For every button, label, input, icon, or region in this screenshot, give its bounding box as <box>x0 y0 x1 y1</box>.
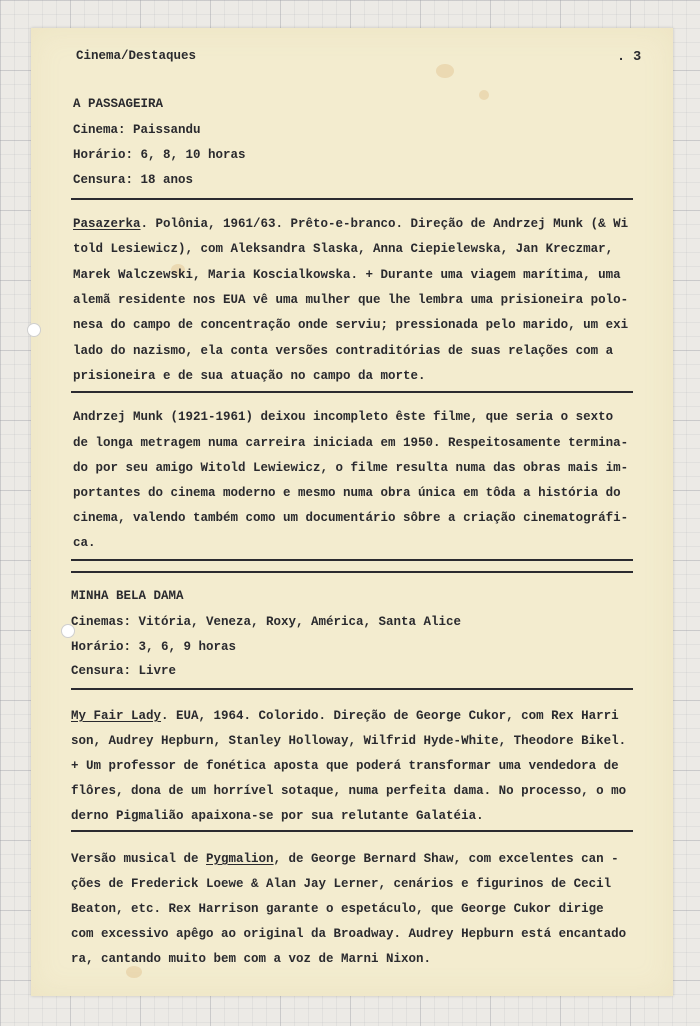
censorship-rating: Censura: Livre <box>71 664 177 678</box>
original-title: My Fair Lady <box>71 709 162 723</box>
synopsis-line: alemã residente nos EUA vê uma mulher que lhe lembra uma prisioneira polo- <box>73 293 629 307</box>
review-line: ções de Frederick Loewe & Alan Jay Lerner, cenários e figurinos de Cecil <box>71 877 612 891</box>
cinema-info: Cinemas: Vitória, Veneza, Roxy, América, Santa Alice <box>71 615 462 629</box>
synopsis-line: told Lesiewicz), com Aleksandra Slaska, Anna Ciepielewska, Jan Kreczmar, <box>73 242 614 256</box>
review-line: ca. <box>73 536 96 550</box>
synopsis-line: Marek Walczewski, Maria Koscialkowska. + Durante uma viagem marítima, uma <box>73 268 621 282</box>
divider <box>71 198 633 200</box>
synopsis-line: flôres, dona de um horrível sotaque, numa perfeita dama. No processo, o mo <box>71 784 627 798</box>
synopsis-line: son, Audrey Hepburn, Stanley Holloway, Wilfrid Hyde-White, Theodore Bikel. <box>71 734 627 748</box>
review-line: ra, cantando muito bem com a voz de Marni Nixon. <box>71 952 432 966</box>
punch-hole <box>27 323 41 337</box>
paper-stain <box>436 64 454 78</box>
review-line: de longa metragem numa carreira iniciada em 1950. Respeitosamente termina- <box>73 436 629 450</box>
showtimes: Horário: 6, 8, 10 horas <box>73 148 246 162</box>
synopsis-line: + Um professor de fonética aposta que poderá transformar uma vendedora de <box>71 759 619 773</box>
paper-stain <box>126 966 142 978</box>
review-line: cinema, valendo também como um documentário sôbre a criação cinematográfi- <box>73 511 629 525</box>
showtimes: Horário: 3, 6, 9 horas <box>71 640 237 654</box>
divider <box>71 571 633 573</box>
review-line: com excessivo apêgo ao original da Broadway. Audrey Hepburn está encantado <box>71 927 627 941</box>
censorship-rating: Censura: 18 anos <box>73 173 194 187</box>
paper-stain <box>479 90 489 100</box>
synopsis-line: My Fair Lady. EUA, 1964. Colorido. Direção de George Cukor, com Rex Harri <box>71 709 619 723</box>
original-title: Pasazerka <box>73 217 141 231</box>
synopsis-line: lado do nazismo, ela conta versões contraditórias de suas relações com a <box>73 344 614 358</box>
film-title: MINHA BELA DAMA <box>71 589 184 603</box>
cinema-info: Cinema: Paissandu <box>73 123 201 137</box>
film-title: A PASSAGEIRA <box>73 97 164 111</box>
review-line: Versão musical de Pygmalion, de George Bernard Shaw, com excelentes can - <box>71 852 619 866</box>
synopsis-line: Pasazerka. Polônia, 1961/63. Prêto-e-branco. Direção de Andrzej Munk (& Wi <box>73 217 629 231</box>
divider <box>71 559 633 561</box>
synopsis-line: prisioneira e de sua atuação no campo da morte. <box>73 369 426 383</box>
review-line: do por seu amigo Witold Lewiewicz, o filme resulta numa das obras mais im- <box>73 461 629 475</box>
review-line: portantes do cinema moderno e mesmo numa obra única em tôda a história do <box>73 486 621 500</box>
divider <box>71 391 633 393</box>
synopsis-line: derno Pigmalião apaixona-se por sua relutante Galatéia. <box>71 809 484 823</box>
page-number: . 3 <box>617 49 642 65</box>
section-header: Cinema/Destaques <box>76 49 197 63</box>
review-line: Andrzej Munk (1921-1961) deixou incompleto êste filme, que seria o sexto <box>73 410 614 424</box>
typewritten-page <box>31 28 673 996</box>
synopsis-line: nesa do campo de concentração onde serviu; pressionada pelo marido, um exi <box>73 318 629 332</box>
play-title: Pygmalion <box>206 852 274 866</box>
review-line: Beaton, etc. Rex Harrison garante o espetáculo, que George Cukor dirige <box>71 902 604 916</box>
divider <box>71 830 633 832</box>
divider <box>71 688 633 690</box>
